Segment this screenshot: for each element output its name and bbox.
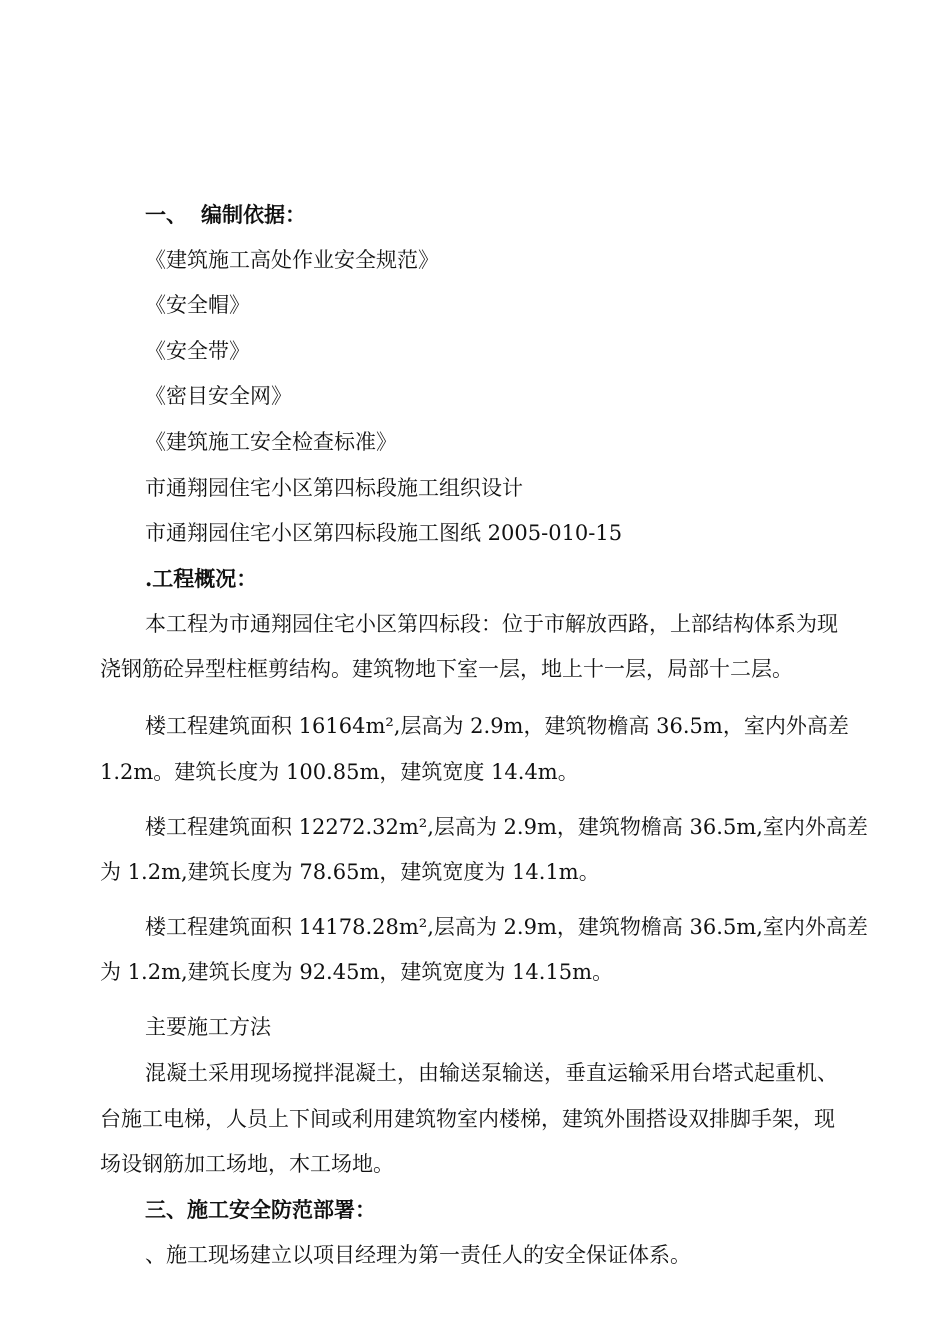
section-number: 一、	[145, 202, 187, 227]
paragraph-line: 浇钢筋砼异型柱框剪结构。建筑物地下室一层，地上十一层，局部十二层。	[100, 657, 793, 681]
basis-item: 《安全带》	[145, 339, 250, 363]
paragraph-line: 台施工电梯，人员上下间或利用建筑物室内楼梯，建筑外围搭设双排脚手架，现	[100, 1107, 835, 1131]
basis-item: 《安全帽》	[145, 293, 250, 317]
basis-item: 市通翔园住宅小区第四标段施工图纸 2005-010-15	[145, 521, 623, 545]
paragraph-line: 混凝土采用现场搅拌混凝土，由输送泵输送，垂直运输采用台塔式起重机、	[145, 1061, 838, 1085]
basis-item: 《密目安全网》	[145, 384, 292, 408]
paragraph-line: 、施工现场建立以项目经理为第一责任人的安全保证体系。	[145, 1243, 691, 1267]
basis-item: 市通翔园住宅小区第四标段施工组织设计	[145, 476, 523, 500]
paragraph-line: 1.2m。建筑长度为 100.85m，建筑宽度 14.4m。	[100, 760, 579, 784]
section-heading-overview: .工程概况：	[145, 566, 258, 591]
paragraph-line: 本工程为市通翔园住宅小区第四标段：位于市解放西路，上部结构体系为现	[145, 612, 838, 636]
paragraph-line: 为 1.2m,建筑长度为 78.65m，建筑宽度为 14.1m。	[100, 860, 600, 884]
basis-item: 《建筑施工安全检查标准》	[145, 430, 397, 454]
paragraph-line: 为 1.2m,建筑长度为 92.45m，建筑宽度为 14.15m。	[100, 960, 614, 984]
paragraph-line: 楼工程建筑面积 14178.28m²,层高为 2.9m，建筑物檐高 36.5m,室内外高差	[145, 915, 868, 939]
basis-item: 《建筑施工高处作业安全规范》	[145, 248, 439, 272]
section-heading-safety: 三、施工安全防范部署：	[145, 1197, 376, 1222]
section-title: 编制依据：	[201, 202, 306, 227]
paragraph-line: 楼工程建筑面积 16164m²,层高为 2.9m，建筑物檐高 36.5m，室内外高差	[145, 714, 849, 738]
paragraph-line: 场设钢筋加工场地，木工场地。	[100, 1152, 394, 1176]
paragraph-line: 楼工程建筑面积 12272.32m²,层高为 2.9m，建筑物檐高 36.5m,室内外高差	[145, 815, 868, 839]
method-title: 主要施工方法	[145, 1015, 271, 1039]
section-heading-basis	[145, 203, 870, 227]
